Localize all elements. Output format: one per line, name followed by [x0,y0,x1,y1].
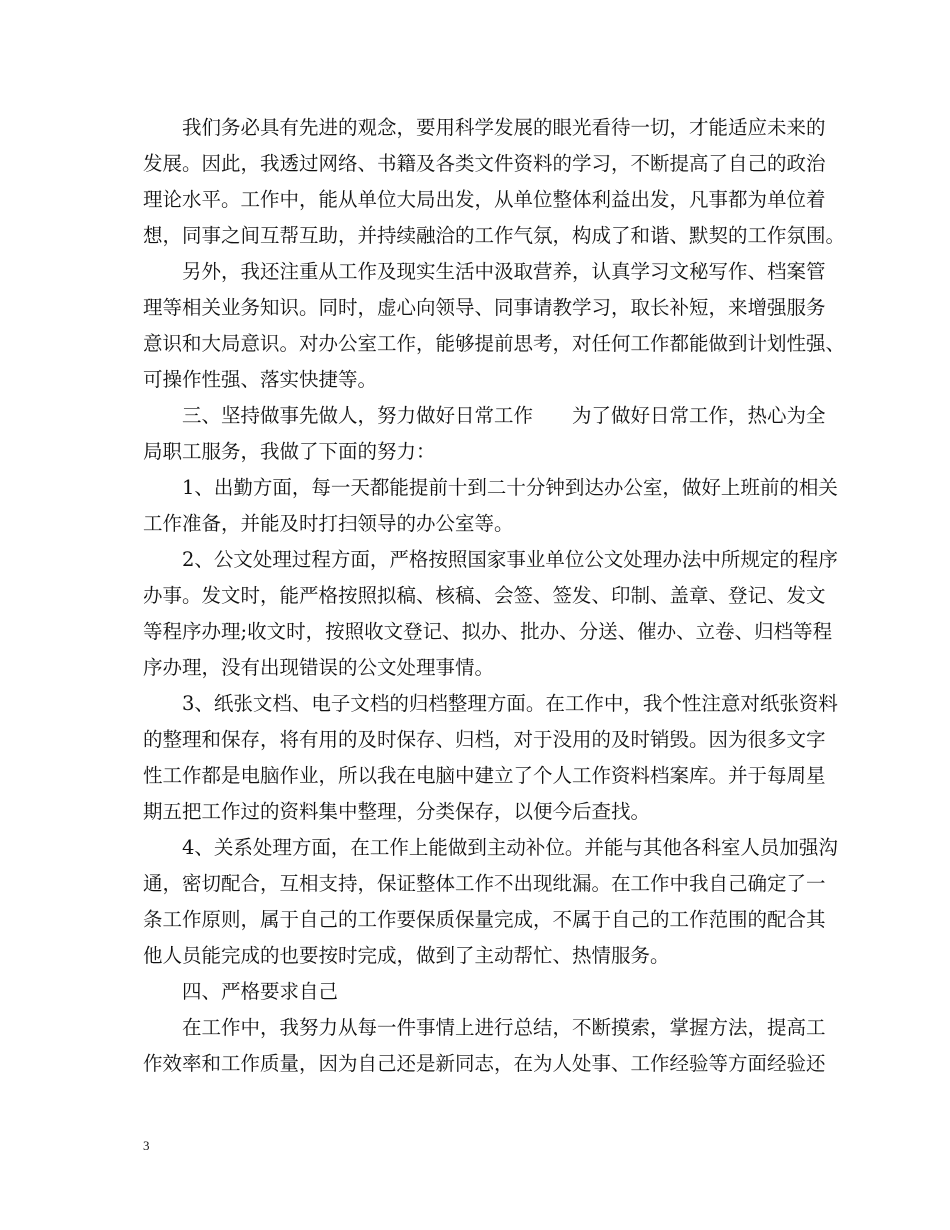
text-line: 可操作性强、落实快捷等。 [143,368,378,391]
text-line: 条工作原则，属于自己的工作要保质保量完成，不属于自己的工作范围的配合其 [143,908,826,931]
text-line: 局职工服务，我做了下面的努力： [143,440,436,463]
text-line: 在工作中，我努力从每一件事情上进行总结，不断摸索，掌握方法，提高工 [182,1016,826,1039]
list-item-line: 3、纸张文档、电子文档的归档整理方面。在工作中，我个性注意对纸张资料 [182,692,838,715]
text-line: 办事。发文时，能严格按照拟稿、核稿、会签、签发、印制、盖章、登记、发文 [143,584,826,607]
text-line: 意识和大局意识。对办公室工作，能够提前思考，对任何工作都能做到计划性强、 [143,332,846,355]
text-line: 发展。因此，我透过网络、书籍及各类文件资料的学习，不断提高了自己的政治 [143,152,826,175]
list-item-line: 2、公文处理过程方面，严格按照国家事业单位公文处理办法中所规定的程序 [182,548,838,571]
page-number: 3 [143,1138,150,1153]
list-item-line: 1、出勤方面，每一天都能提前十到二十分钟到达办公室，做好上班前的相关 [182,476,838,499]
text-line: 期五把工作过的资料集中整理，分类保存，以便今后查找。 [143,800,651,823]
section-heading-line: 四、严格要求自己 [182,980,339,1003]
text-line: 序办理，没有出现错误的公文处理事情。 [143,656,495,679]
text-line: 性工作都是电脑作业，所以我在电脑中建立了个人工作资料档案库。并于每周星 [143,764,826,787]
list-item-line: 4、关系处理方面，在工作上能做到主动补位。并能与其他各科室人员加强沟 [182,836,838,859]
section-heading-line: 三、坚持做事先做人，努力做好日常工作 为了做好日常工作，热心为全 [182,404,826,427]
text-line: 作效率和工作质量，因为自己还是新同志，在为人处事、工作经验等方面经验还 [143,1052,826,1075]
text-line: 他人员能完成的也要按时完成，做到了主动帮忙、热情服务。 [143,944,670,967]
text-line: 通，密切配合，互相支持，保证整体工作不出现纰漏。在工作中我自己确定了一 [143,872,826,895]
text-line: 等程序办理;收文时，按照收文登记、拟办、批办、分送、催办、立卷、归档等程 [143,620,833,643]
text-line: 的整理和保存，将有用的及时保存、归档，对于没用的及时销毁。因为很多文字 [143,728,826,751]
text-line: 工作准备，并能及时打扫领导的办公室等。 [143,512,514,535]
text-line: 想，同事之间互帮互助，并持续融洽的工作气氛，构成了和谐、默契的工作氛围。 [143,224,846,247]
text-line: 我们务必具有先进的观念，要用科学发展的眼光看待一切，才能适应未来的 [182,116,826,139]
text-line: 另外，我还注重从工作及现实生活中汲取营养，认真学习文秘写作、档案管 [182,260,826,283]
text-line: 理等相关业务知识。同时，虚心向领导、同事请教学习，取长补短，来增强服务 [143,296,826,319]
text-line: 理论水平。工作中，能从单位大局出发，从单位整体利益出发，凡事都为单位着 [143,188,826,211]
